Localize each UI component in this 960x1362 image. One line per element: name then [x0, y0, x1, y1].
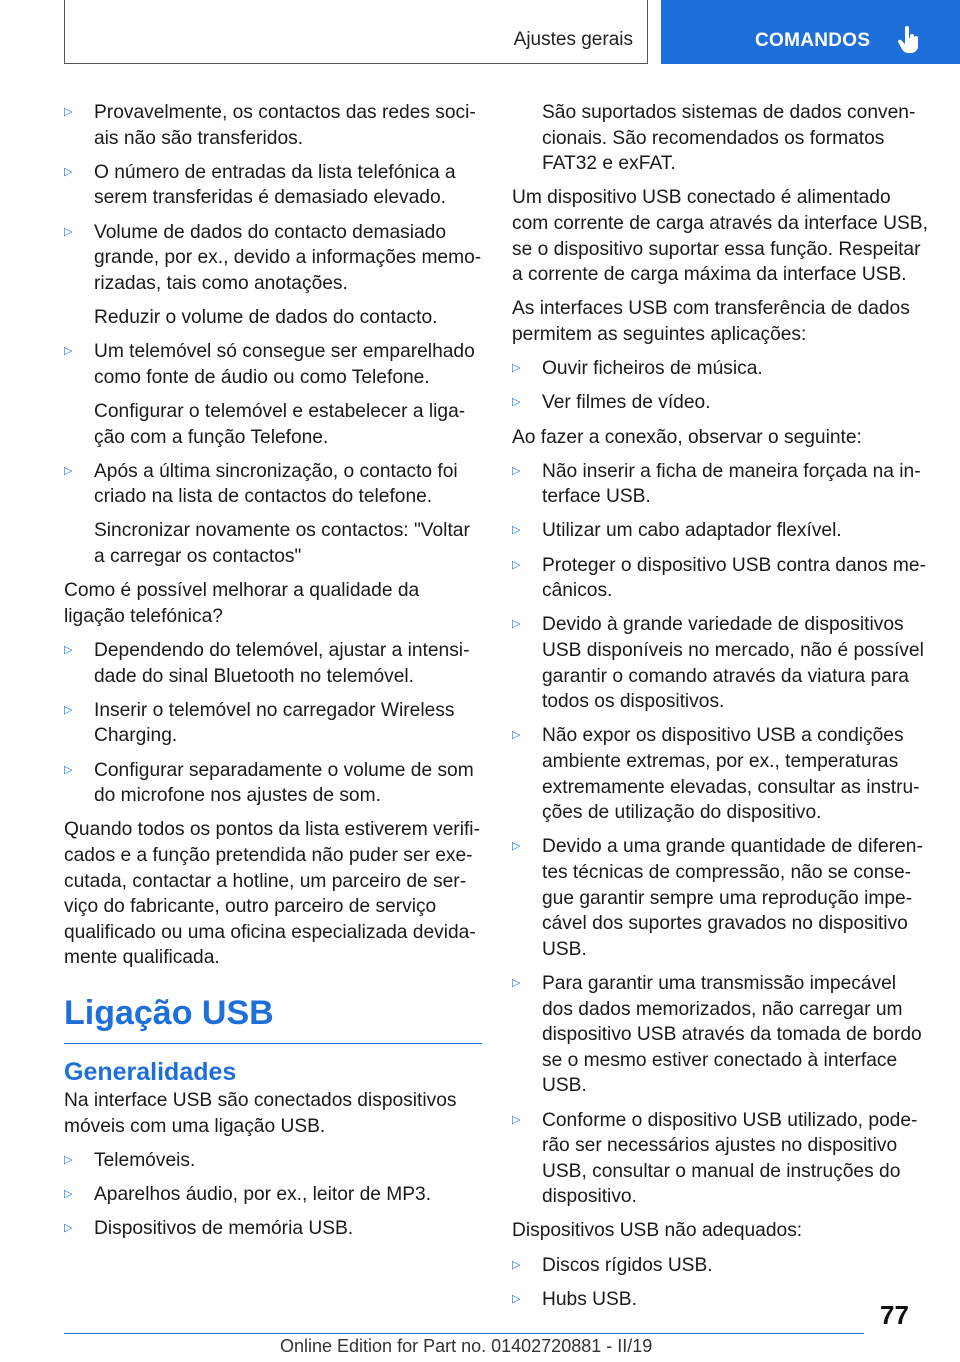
triangle-bullet-icon: ▷ — [512, 729, 521, 742]
list-item: ▷ Discos rígidos USB. — [512, 1253, 928, 1279]
triangle-bullet-icon: ▷ — [64, 165, 73, 178]
list-item: ▷ Volume de dados do contacto demasiado grande, por ex., devido a informações memorizadas, tais como anotações. — [64, 221, 482, 294]
triangle-bullet-icon: ▷ — [64, 106, 73, 118]
list-continued — [64, 459, 482, 510]
list-item: ▷ Inserir o telemóvel no carregador Wireless Charging. — [64, 699, 455, 747]
applications-list — [512, 356, 928, 416]
list-item: ▷ Provavelmente, os contactos das redes sociais não são transferidos. — [64, 102, 476, 149]
triangle-bullet-icon: ▷ — [64, 1222, 73, 1235]
triangle-bullet-icon: ▷ — [64, 464, 73, 477]
subsection-heading: Generalidades — [64, 1057, 237, 1086]
list-item: ▷ Ver filmes de vídeo. — [512, 390, 928, 416]
triangle-bullet-icon: ▷ — [512, 524, 521, 537]
list-item: ▷ Devido a uma grande quantidade de diferentes técnicas de compressão, não se consegue garantir sempre uma reprodução impecável dos suportes gravados no dispositivo USB. — [512, 836, 923, 960]
triangle-bullet-icon: ▷ — [64, 1187, 73, 1200]
list-item: ▷ Proteger o dispositivo USB contra danos mecânicos. — [512, 554, 926, 602]
triangle-bullet-icon: ▷ — [512, 840, 521, 853]
list-item-continuation: Reduzir o volume de dados do contacto. — [94, 306, 438, 328]
list-item: ▷ Aparelhos áudio, por ex., leitor de MP3. — [64, 1182, 482, 1208]
triangle-bullet-icon: ▷ — [512, 558, 521, 571]
list-item: ▷ Um telemóvel só consegue ser emparelhado como fonte de áudio ou como Telefone. — [64, 341, 475, 388]
right-column — [512, 100, 928, 1321]
section-heading: Ligação USB — [64, 991, 482, 1044]
triangle-bullet-icon: ▷ — [64, 1153, 73, 1166]
connection-notes-list — [512, 459, 928, 1210]
list-item: ▷ Utilizar um cabo adaptador flexível. — [512, 518, 928, 544]
list-item: ▷ O número de entradas da lista telefónica a serem transferidas é demasiado elevado. — [64, 161, 456, 209]
call-quality-list — [64, 638, 482, 809]
list-item-continuation: São suportados sistemas de dados convencionais. São recomendados os formatos FAT32 e exFAT. — [542, 102, 916, 175]
triangle-bullet-icon: ▷ — [64, 345, 73, 358]
list-item: ▷ Não expor os dispositivo USB a condições ambiente extremas, por ex., temperaturas extremamente elevadas, consultar as instruções de utilização do dispositivo. — [512, 725, 920, 824]
header-section-title: Ajustes gerais — [513, 29, 633, 50]
unsuitable-devices-list — [512, 1253, 928, 1313]
list-item: ▷ Hubs USB. — [512, 1287, 928, 1313]
list-item: ▷ Telemóveis. — [64, 1148, 482, 1174]
triangle-bullet-icon: ▷ — [64, 763, 73, 776]
list-continued — [64, 339, 482, 390]
triangle-bullet-icon: ▷ — [512, 396, 521, 409]
header-chapter-title: COMANDOS — [755, 30, 871, 51]
header-section-box — [64, 0, 648, 64]
list-item: ▷ Devido à grande variedade de dispositivos USB disponíveis no mercado, não é possível garantir o comando através da viatura para todos os dispositivos. — [512, 614, 924, 713]
footer-edition-text: Online Edition for Part no. 01402720881 - II/19 — [280, 1336, 653, 1356]
unsuitable-paragraph: Dispositivos USB não adequados: — [512, 1220, 803, 1242]
list-item: ▷ Dependendo do telemóvel, ajustar a intensidade do sinal Bluetooth no telemóvel. — [64, 640, 470, 687]
triangle-bullet-icon: ▷ — [512, 1292, 521, 1305]
contact-issues-list — [64, 100, 482, 296]
left-column — [64, 100, 482, 1250]
list-item: ▷ Ouvir ficheiros de música. — [512, 356, 928, 382]
hand-pointer-icon — [897, 26, 921, 54]
intro-paragraph: Na interface USB são conectados dispositivos móveis com uma ligação USB. — [64, 1089, 457, 1137]
charging-paragraph: Um dispositivo USB conectado é alimentado com corrente de carga através da interface USB, se o dispositivo suportar essa função. Respeitar a corrente de carga máxima da interface USB. — [512, 187, 928, 286]
triangle-bullet-icon: ▷ — [64, 644, 73, 657]
list-item: ▷ Não inserir a ficha de maneira forçada na interface USB. — [512, 460, 921, 508]
list-item: ▷ Configurar separadamente o volume de som do microfone nos ajustes de som. — [64, 759, 474, 807]
list-item: ▷ Dispositivos de memória USB. — [64, 1216, 482, 1242]
header-chapter-tab — [661, 0, 960, 64]
list-item: ▷ Para garantir uma transmissão impecável dos dados memorizados, não carregar um dispositivo USB através da tomada de bordo se o mesmo estiver conectado à interface USB. — [512, 972, 922, 1097]
list-item-continuation: Sincronizar novamente os contactos: "Voltar a carregar os contactos" — [94, 520, 470, 568]
list-item-continuation: Configurar o telemóvel e estabelecer a ligação com a função Telefone. — [94, 400, 466, 448]
triangle-bullet-icon: ▷ — [512, 618, 521, 631]
connection-paragraph: Ao fazer a conexão, observar o seguinte: — [512, 426, 862, 448]
page-number: 77 — [880, 1300, 909, 1330]
triangle-bullet-icon: ▷ — [64, 703, 73, 716]
applications-paragraph: As interfaces USB com transferência de dados permitem as seguintes aplicações: — [512, 298, 910, 345]
triangle-bullet-icon: ▷ — [512, 464, 521, 477]
triangle-bullet-icon: ▷ — [512, 1113, 521, 1126]
hotline-paragraph: Quando todos os pontos da lista estiverem verificados e a função pretendida não puder ser executada, contactar a hotline, um parceiro de serviço do fabricante, outro parceiro de serviço qualificado ou uma oficina especializada devidamente qualificada. — [64, 819, 480, 969]
device-types-list — [64, 1148, 482, 1242]
list-item: ▷ Após a última sincronização, o contacto foi criado na lista de contactos do telefone. — [64, 460, 458, 508]
triangle-bullet-icon: ▷ — [512, 1258, 521, 1271]
triangle-bullet-icon: ▷ — [512, 362, 521, 375]
triangle-bullet-icon: ▷ — [64, 225, 73, 238]
footer-divider — [64, 1333, 864, 1334]
triangle-bullet-icon: ▷ — [512, 976, 521, 989]
question-paragraph: Como é possível melhorar a qualidade da ligação telefónica? — [64, 580, 420, 627]
list-item: ▷ Conforme o dispositivo USB utilizado, poderão ser necessários ajustes no dispositivo USB, consultar o manual de instruções do dispositivo. — [512, 1109, 918, 1208]
